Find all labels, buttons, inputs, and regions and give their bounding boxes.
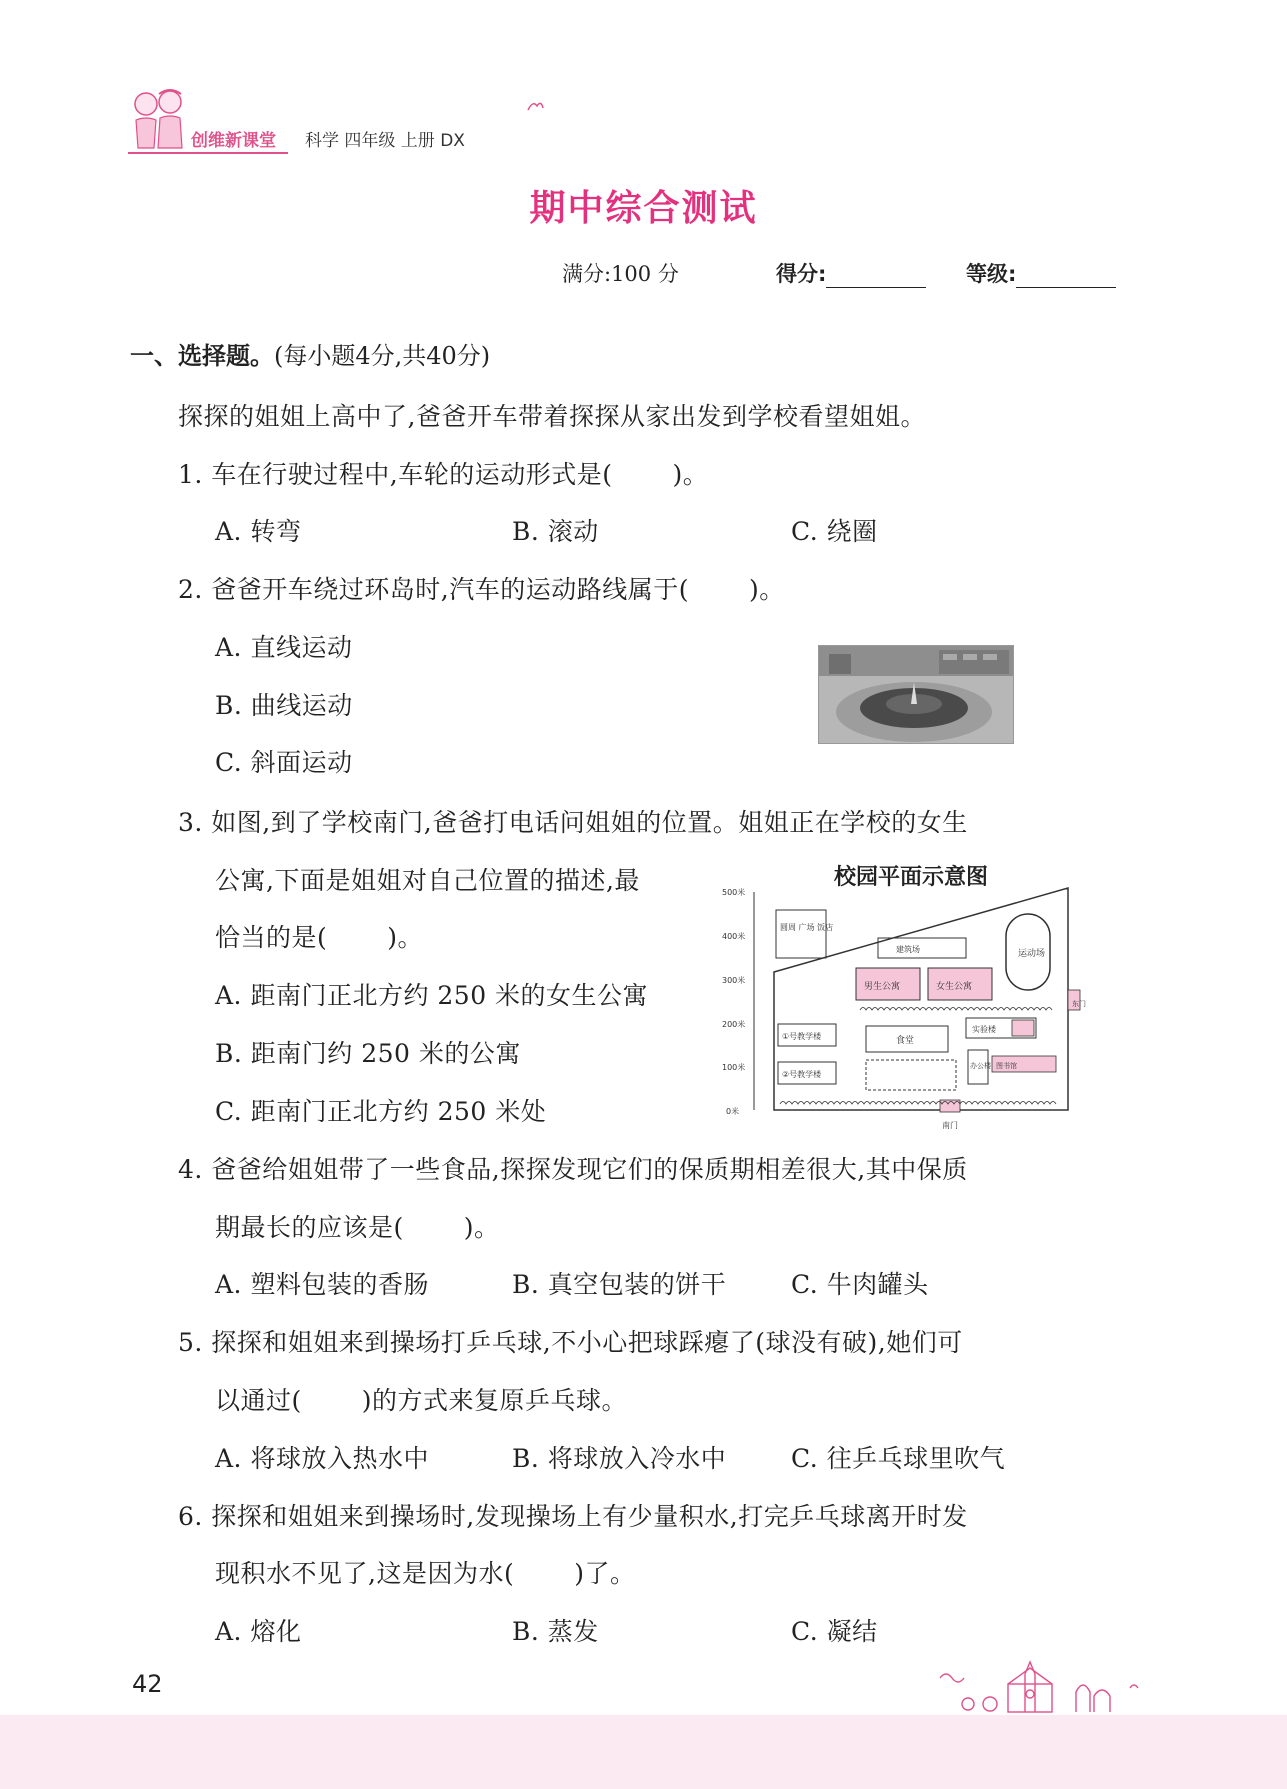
- score-blank[interactable]: [826, 265, 926, 288]
- map-label-building: 建筑场: [896, 945, 920, 954]
- q1-stem-text: 1. 车在行驶过程中,车轮的运动形式是(: [178, 460, 613, 489]
- q4-stem-text: 期最长的应该是(: [215, 1213, 404, 1242]
- q3-line3: [215, 918, 423, 954]
- page-number: 42: [132, 1670, 163, 1698]
- map-label-square: 圆周 广场 饭店: [780, 923, 834, 932]
- map-label-library: 图书馆: [996, 1062, 1017, 1070]
- castle-decoration: [880, 1648, 1170, 1718]
- q3-option-a: A. 距南门正北方约 250 米的女生公寓: [215, 981, 649, 1010]
- q5-stem-end: )的方式来复原乒乓球。: [361, 1386, 628, 1415]
- q2-option-b: B. 曲线运动: [215, 691, 353, 720]
- kids-illustration: [128, 86, 190, 156]
- q5-option-b: B. 将球放入冷水中: [512, 1444, 727, 1473]
- q2-stem: [178, 570, 785, 606]
- q2-option-a: A. 直线运动: [215, 633, 353, 662]
- roundabout-photo: [818, 645, 1014, 744]
- q6-stem-text: 现积水不见了,这是因为水(: [215, 1559, 515, 1588]
- series-info: 科学 四年级 上册 DX: [305, 131, 465, 151]
- brand-name: 创维新课堂: [191, 131, 276, 151]
- full-score: 满分:100 分: [562, 262, 679, 286]
- map-label-gate-east: 东门: [1072, 1000, 1086, 1008]
- map-label-canteen: 食堂: [896, 1036, 915, 1046]
- section-note: (每小题4分,共40分): [274, 342, 491, 370]
- q5-line1: 5. 探探和姐姐来到操场打乒乓球,不小心把球踩瘪了(球没有破),她们可: [178, 1328, 963, 1357]
- map-label-office: 办公楼: [970, 1062, 991, 1070]
- q4-stem-end: )。: [463, 1213, 500, 1242]
- q1-option-c: C. 绕圈: [791, 517, 878, 546]
- grade-blank[interactable]: [1016, 265, 1116, 288]
- q4-line1: 4. 爸爸给姐姐带了一些食品,探探发现它们的保质期相差很大,其中保质: [178, 1155, 968, 1184]
- score-label: 得分:: [776, 262, 827, 286]
- q6-line2: [215, 1554, 635, 1590]
- section-heading: [130, 336, 490, 371]
- y-tick: 100米: [722, 1063, 746, 1072]
- q5-option-a: A. 将球放入热水中: [215, 1444, 429, 1473]
- campus-map: [720, 878, 1090, 1134]
- q2-stem-text: 2. 爸爸开车绕过环岛时,汽车的运动路线属于(: [178, 575, 690, 604]
- q1-option-b: B. 滚动: [512, 517, 599, 546]
- q6-option-a: A. 熔化: [215, 1617, 302, 1646]
- intro-text: 探探的姐姐上高中了,爸爸开车带着探探从家出发到学校看望姐姐。: [178, 402, 926, 431]
- map-label-teach1: ①号教学楼: [782, 1032, 822, 1041]
- q3-line2: 公寓,下面是姐姐对自己位置的描述,最: [215, 866, 640, 895]
- flower-icon: [525, 98, 545, 114]
- q4-option-b: B. 真空包装的饼干: [512, 1270, 727, 1299]
- q3-line1: 3. 如图,到了学校南门,爸爸打电话问姐姐的位置。姐姐正在学校的女生: [178, 808, 968, 837]
- q4-option-c: C. 牛肉罐头: [791, 1270, 929, 1299]
- q3-option-c: C. 距南门正北方约 250 米处: [215, 1097, 547, 1126]
- q1-stem-end: )。: [672, 460, 709, 489]
- map-label-boys: 男生公寓: [864, 982, 901, 992]
- q2-stem-end: )。: [749, 575, 785, 604]
- q1-stem: [178, 455, 708, 491]
- map-label-girls: 女生公寓: [936, 982, 973, 992]
- q2-option-c: C. 斜面运动: [215, 748, 353, 777]
- y-tick: 0米: [726, 1107, 740, 1116]
- map-label-teach2: ②号教学楼: [782, 1070, 822, 1079]
- q3-stem-text: 恰当的是(: [215, 923, 328, 952]
- header-rule: [128, 152, 288, 154]
- map-title: 校园平面示意图: [834, 865, 989, 890]
- q6-option-c: C. 凝结: [791, 1617, 878, 1646]
- q6-line1: 6. 探探和姐姐来到操场时,发现操场上有少量积水,打完乒乓球离开时发: [178, 1502, 968, 1531]
- q5-option-c: C. 往乒乓球里吹气: [791, 1444, 1006, 1473]
- footer-band: [0, 1715, 1287, 1789]
- page-title: 期中综合测试: [529, 188, 758, 229]
- q5-line2: [215, 1381, 627, 1417]
- grade-label: 等级:: [966, 262, 1017, 286]
- q1-option-a: A. 转弯: [215, 517, 302, 546]
- y-tick: 300米: [722, 976, 746, 985]
- y-tick: 500米: [722, 888, 746, 897]
- q6-stem-end: )了。: [574, 1559, 636, 1588]
- y-tick: 200米: [722, 1020, 746, 1029]
- q5-stem-text: 以通过(: [215, 1386, 302, 1415]
- q4-line2: [215, 1208, 500, 1244]
- q3-stem-end: )。: [387, 923, 424, 952]
- q6-option-b: B. 蒸发: [512, 1617, 599, 1646]
- map-label-track: 运动场: [1018, 949, 1046, 959]
- section-title: 一、选择题。: [130, 342, 274, 370]
- map-label-gate-south: 南门: [942, 1121, 958, 1130]
- map-label-lab: 实验楼: [972, 1025, 996, 1034]
- q4-option-a: A. 塑料包装的香肠: [215, 1270, 429, 1299]
- q3-option-b: B. 距南门约 250 米的公寓: [215, 1039, 521, 1068]
- y-tick: 400米: [722, 932, 746, 941]
